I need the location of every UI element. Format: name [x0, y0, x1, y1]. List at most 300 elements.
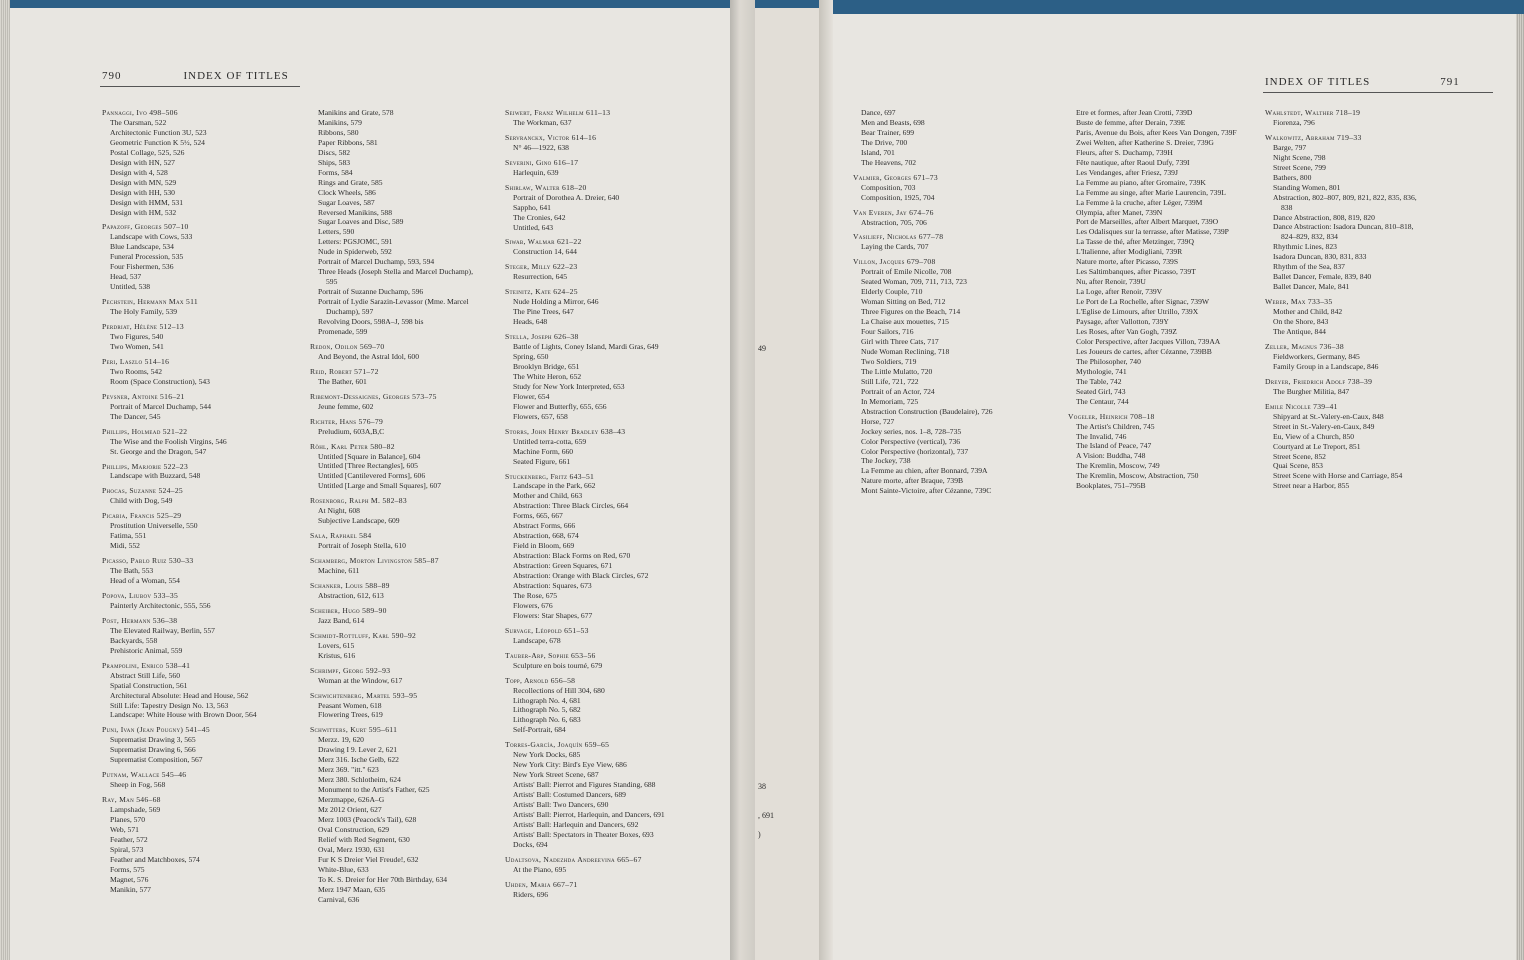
index-entry: [505, 626, 715, 646]
work-title: La Femme à la cruche, after Léger, 739M: [1076, 197, 1203, 207]
work-title: Suprematist Composition, 567: [110, 755, 203, 765]
work-title: L'Eglise de Limours, after Utrillo, 739X: [1076, 307, 1199, 317]
work-title: Preludium, 603A,B,C: [318, 426, 385, 436]
index-entry: [102, 462, 302, 482]
work-title: Seated Figure, 661: [513, 456, 571, 466]
work-title: Brooklyn Bridge, 651: [513, 361, 580, 371]
artist-heading: Topp, Arnold 656–58: [505, 675, 576, 685]
work-title: Flowers, 676: [513, 600, 553, 610]
work-title: Lovers, 615: [318, 640, 355, 650]
work-title: Paysage, after Vallotton, 739Y: [1076, 317, 1169, 327]
work-title: Relief with Red Segment, 630: [318, 834, 410, 844]
index-entry: [1265, 297, 1515, 337]
left-column-1: [102, 108, 302, 900]
work-title: Architectonic Function 3U, 523: [110, 127, 207, 137]
right-page-edges: [1516, 14, 1524, 960]
work-title: Painterly Architectonic, 555, 556: [110, 600, 211, 610]
right-column-3: [1265, 108, 1515, 496]
right-page: [833, 14, 1516, 960]
work-title: And Beyond, the Astral Idol, 600: [318, 351, 420, 361]
work-title: Jazz Band, 614: [318, 615, 365, 625]
left-page-number: 790: [102, 70, 122, 82]
work-title: Letters, 590: [318, 227, 355, 237]
work-title: The Workman, 637: [513, 117, 572, 127]
left-header-rule: [100, 86, 300, 87]
index-entry: [310, 108, 505, 337]
work-title: Dance Abstraction, 808, 819, 820: [1273, 212, 1375, 222]
work-title: Les Vendanges, after Friesz, 739J: [1076, 167, 1178, 177]
work-title: Merzz. 19, 620: [318, 735, 364, 745]
work-title: Family Group in a Landscape, 846: [1273, 361, 1379, 371]
artist-heading: Papazoff, Georges 507–10: [102, 222, 189, 232]
work-title: Abstraction: Black Forms on Red, 670: [513, 551, 631, 561]
work-title: Lithograph No. 4, 681: [513, 695, 581, 705]
work-title: The Holy Family, 539: [110, 307, 178, 317]
work-title: Reversed Manikins, 588: [318, 207, 393, 217]
work-title: Lampshade, 569: [110, 805, 161, 815]
work-title: Planes, 570: [110, 815, 146, 825]
work-title: Merz 369. "itt." 623: [318, 765, 379, 775]
work-title: Duchamp), 597: [326, 307, 374, 317]
work-title: Ships, 583: [318, 157, 351, 167]
work-title: Olympia, after Manet, 739N: [1076, 207, 1163, 217]
work-title: Portrait of Joseph Stella, 610: [318, 541, 406, 551]
index-entry: [310, 556, 505, 576]
work-title: Portrait of Suzanne Duchamp, 596: [318, 287, 424, 297]
work-title: Abstraction: Three Black Circles, 664: [513, 501, 629, 511]
work-title: Les Joueurs de cartes, after Cézanne, 739BB: [1076, 346, 1212, 356]
work-title: Funeral Procession, 535: [110, 252, 184, 262]
work-title: Dance Abstraction: Isadora Duncan, 810–818,: [1273, 222, 1414, 232]
work-title: Nature morte, after Picasso, 739S: [1076, 257, 1179, 267]
work-title: Woman Sitting on Bed, 712: [861, 297, 946, 307]
work-title: Flowers: Star Shapes, 677: [513, 610, 593, 620]
work-title: Port de Marseilles, after Albert Marquet, 739O: [1076, 217, 1219, 227]
work-title: Artists' Ball: Harlequin and Dancers, 692: [513, 819, 639, 829]
work-title: Four Sailors, 716: [861, 327, 914, 337]
index-entry: [102, 392, 302, 422]
work-title: Night Scene, 798: [1273, 152, 1326, 162]
artist-heading: Sala, Raphael 584: [310, 531, 372, 541]
work-title: Rhythm of the Sea, 837: [1273, 262, 1345, 272]
work-title: Street Scene, 799: [1273, 162, 1326, 172]
artist-heading: Pannaggi, Ivo 498–506: [102, 108, 178, 117]
index-entry: [1265, 342, 1515, 372]
work-title: On the Shore, 843: [1273, 317, 1329, 327]
work-title: The Rose, 675: [513, 590, 558, 600]
work-title: The Heavens, 702: [861, 157, 917, 167]
work-title: Landscape: White House with Brown Door, 564: [110, 710, 257, 720]
work-title: The Wise and the Foolish Virgins, 546: [110, 436, 227, 446]
artist-heading: Phillips, Holmead 521–22: [102, 426, 188, 436]
work-title: Midi, 552: [110, 541, 140, 551]
work-title: Spatial Construction, 561: [110, 680, 188, 690]
index-entry: [505, 237, 715, 257]
work-title: The Cronies, 642: [513, 212, 566, 222]
work-title: Spiral, 573: [110, 844, 144, 854]
work-title: Two Soldiers, 719: [861, 356, 917, 366]
artist-heading: Tauber-Arp, Sophie 653–56: [505, 650, 596, 660]
work-title: Still Life: Tapestry Design No. 13, 563: [110, 700, 229, 710]
work-title: Discs, 582: [318, 147, 351, 157]
index-entry: [102, 616, 302, 656]
work-title: Untitled, 538: [110, 282, 151, 292]
work-title: Mz 2012 Orient, 627: [318, 805, 382, 815]
artist-heading: Popova, Liubov 533–35: [102, 590, 179, 600]
right-column-2: [1068, 108, 1263, 496]
artist-heading: Pevsner, Antoine 516–21: [102, 391, 185, 401]
work-title: Geometric Function K 5½, 524: [110, 137, 205, 147]
index-entry: [102, 297, 302, 317]
work-title: Recollections of Hill 304, 680: [513, 685, 605, 695]
work-title: Merz 1947 Maan, 635: [318, 884, 386, 894]
index-entry: [853, 108, 1063, 168]
work-title: Artists' Ball: Pierrot and Figures Standing, 688: [513, 780, 656, 790]
work-title: Flower and Butterfly, 655, 656: [513, 401, 607, 411]
index-entry: [505, 332, 715, 422]
work-title: Standing Women, 801: [1273, 182, 1341, 192]
work-title: Paper Ribbons, 581: [318, 137, 378, 147]
work-title: Abstraction, 668, 674: [513, 531, 579, 541]
work-title: Harlequin, 639: [513, 167, 559, 177]
work-title: Docks, 694: [513, 839, 548, 849]
work-title: Untitled [Large and Small Squares], 607: [318, 481, 442, 491]
work-title: Design with HN, 527: [110, 157, 175, 167]
work-title: Untitled [Three Rectangles], 605: [318, 461, 418, 471]
work-title: Fête nautique, after Raoul Dufy, 739I: [1076, 157, 1190, 167]
work-title: Untitled terra-cotta, 659: [513, 436, 587, 446]
work-title: Forms, 575: [110, 864, 145, 874]
index-entry: [1265, 377, 1515, 397]
index-entry: [1265, 108, 1515, 128]
work-title: Artists' Ball: Two Dancers, 690: [513, 800, 609, 810]
artist-heading: Udaltsova, Nadezhda Andreevina 665–67: [505, 854, 642, 864]
work-title: Street Scene, 852: [1273, 451, 1326, 461]
work-title: Postal Collage, 525, 526: [110, 147, 185, 157]
work-title: At Night, 608: [318, 506, 360, 516]
work-title: Zwei Welten, after Katherine S. Dreier, 739G: [1076, 137, 1214, 147]
artist-heading: Emile Nicolle 739–41: [1265, 401, 1338, 411]
work-title: Flower, 654: [513, 391, 550, 401]
work-title: Island, 701: [861, 147, 895, 157]
work-title: At the Piano, 695: [513, 864, 567, 874]
artist-heading: Siwab, Walmar 621–22: [505, 237, 582, 247]
work-title: Peasant Women, 618: [318, 700, 382, 710]
artist-heading: Van Everen, Jay 674–76: [853, 207, 934, 217]
work-title: Self-Portrait, 684: [513, 725, 566, 735]
work-title: Carnival, 636: [318, 894, 360, 904]
index-entry: [102, 322, 302, 352]
index-entry: [310, 666, 505, 686]
artist-heading: Walkowitz, Abraham 719–33: [1265, 132, 1362, 142]
index-entry: [310, 392, 505, 412]
artist-heading: Wahlstedt, Walther 718–19: [1265, 108, 1361, 117]
index-entry: [102, 486, 302, 506]
work-title: Design with MN, 529: [110, 177, 177, 187]
work-title: Lithograph No. 6, 683: [513, 715, 581, 725]
fragment-text: , 691: [758, 811, 774, 820]
work-title: Abstract Forms, 666: [513, 521, 576, 531]
work-title: Portrait of Dorothea A. Dreier, 640: [513, 192, 620, 202]
index-entry: [102, 357, 302, 387]
artist-heading: Redon, Odilon 569–70: [310, 341, 385, 351]
artist-heading: Zeller, Magnus 736–38: [1265, 341, 1344, 351]
artist-heading: Picabia, Francis 525–29: [102, 511, 182, 521]
index-entry: [505, 472, 715, 621]
fragment-text: 38: [758, 782, 766, 791]
artist-heading: Schwitters, Kurt 595–611: [310, 725, 398, 735]
work-title: Spring, 650: [513, 352, 549, 362]
work-title: Subjective Landscape, 609: [318, 516, 400, 526]
artist-heading: Post, Hermann 536–38: [102, 615, 178, 625]
index-entry: [505, 676, 715, 736]
work-title: The Kremlin, Moscow, Abstraction, 750: [1076, 471, 1199, 481]
artist-heading: Peri, Laszlo 514–16: [102, 356, 170, 366]
artist-heading: Steger, Milly 622–23: [505, 262, 578, 272]
work-title: Two Figures, 540: [110, 332, 164, 342]
work-title: Bathers, 800: [1273, 172, 1312, 182]
work-title: Flowers, 657, 658: [513, 411, 568, 421]
work-title: Machine, 611: [318, 566, 360, 576]
work-title: L'Italienne, after Modigliani, 739R: [1076, 247, 1183, 257]
artist-heading: Shirlaw, Walter 618–20: [505, 182, 587, 192]
work-title: Jockey series, nos. 1–8, 728–735: [861, 426, 962, 436]
work-title: Street in St.-Valery-en-Caux, 849: [1273, 421, 1375, 431]
work-title: Magnet, 576: [110, 874, 149, 884]
index-entry: [310, 417, 505, 437]
index-entry: [102, 725, 302, 765]
work-title: Etre et formes, after Jean Crotti, 739D: [1076, 108, 1193, 117]
index-entry: [102, 222, 302, 292]
work-title: The Centaur, 744: [1076, 396, 1129, 406]
work-title: Construction 14, 644: [513, 247, 577, 257]
work-title: Landscape, 678: [513, 635, 561, 645]
work-title: Three Heads (Joseph Stella and Marcel Duchamp),: [318, 267, 473, 277]
index-entry: [853, 208, 1063, 228]
work-title: The Table, 742: [1076, 376, 1122, 386]
work-title: Nature morte, after Braque, 739B: [861, 476, 964, 486]
work-title: Manikins, 579: [318, 117, 362, 127]
work-title: Courtyard at Le Treport, 851: [1273, 441, 1361, 451]
right-column-1: [853, 108, 1063, 501]
index-entry: [1265, 402, 1515, 492]
work-title: Quai Scene, 853: [1273, 461, 1323, 471]
work-title: New York Street Scene, 687: [513, 770, 599, 780]
work-title: To K. S. Dreier for Her 70th Birthday, 634: [318, 874, 448, 884]
work-title: Fatima, 551: [110, 531, 147, 541]
work-title: La Chaise aux mouettes, 715: [861, 317, 949, 327]
artist-heading: Vogeler, Heinrich 708–18: [1068, 411, 1155, 421]
work-title: Design with 4, 528: [110, 167, 168, 177]
work-title: Lithograph No. 5, 682: [513, 705, 581, 715]
index-entry: [853, 173, 1063, 203]
work-title: Web, 571: [110, 825, 139, 834]
work-title: Untitled [Square in Balance], 604: [318, 451, 421, 461]
index-entry: [310, 581, 505, 601]
artist-heading: Richter, Hans 576–79: [310, 416, 384, 426]
work-title: 838: [1281, 202, 1293, 212]
work-title: Color Perspective (horizontal), 737: [861, 446, 969, 456]
work-title: Three Figures on the Beach, 714: [861, 307, 961, 317]
work-title: The Invalid, 746: [1076, 431, 1127, 441]
work-title: Child with Dog, 549: [110, 496, 173, 506]
index-entry: [853, 257, 1063, 496]
work-title: Mother and Child, 663: [513, 491, 583, 501]
work-title: Letters: PGSJOMC, 591: [318, 237, 393, 247]
work-title: Color Perspective (vertical), 736: [861, 436, 961, 446]
work-title: Buste de femme, after Derain, 739E: [1076, 117, 1186, 127]
artist-heading: Schanker, Louis 588–89: [310, 580, 390, 590]
work-title: The Bather, 601: [318, 376, 367, 386]
work-title: Room (Space Construction), 543: [110, 376, 210, 386]
work-title: Eu, View of a Church, 850: [1273, 431, 1355, 441]
work-title: La Femme au singe, after Marie Laurencin, 739L: [1076, 187, 1226, 197]
work-title: Dance, 697: [861, 108, 896, 117]
work-title: Les Saltimbanques, after Picasso, 739T: [1076, 267, 1196, 277]
work-title: Head, 537: [110, 272, 142, 282]
index-entry: [310, 606, 505, 626]
index-entry: [310, 691, 505, 721]
artist-heading: Ray, Man 546–68: [102, 795, 161, 805]
index-entry: [505, 740, 715, 849]
work-title: Bear Trainer, 699: [861, 127, 915, 137]
left-page: [10, 8, 730, 960]
work-title: Feather, 572: [110, 834, 148, 844]
index-entry: [1068, 412, 1263, 492]
work-title: Riders, 696: [513, 889, 549, 899]
index-entry: [310, 531, 505, 551]
work-title: Four Fishermen, 536: [110, 262, 174, 272]
work-title: Bookplates, 751–795B: [1076, 481, 1146, 491]
artist-heading: Phillips, Marjorie 522–23: [102, 461, 189, 471]
artist-heading: Weber, Max 733–35: [1265, 297, 1333, 307]
work-title: Ballet Dancer, Male, 841: [1273, 282, 1350, 292]
work-title: Seated Woman, 709, 711, 713, 723: [861, 277, 967, 287]
work-title: Portrait of Lydie Sarazin-Levassor (Mme. Marcel: [318, 297, 469, 307]
index-entry: [102, 511, 302, 551]
index-entry: [505, 183, 715, 233]
work-title: Merz 380. Schlotheim, 624: [318, 775, 401, 785]
work-title: The Little Mulatto, 720: [861, 366, 933, 376]
work-title: Mother and Child, 842: [1273, 307, 1343, 317]
work-title: Isadora Duncan, 830, 831, 833: [1273, 252, 1367, 262]
left-column-3: [505, 108, 715, 905]
artist-heading: Reid, Robert 571–72: [310, 366, 379, 376]
work-title: Laying the Cards, 707: [861, 242, 929, 252]
work-title: Drawing I 9. Lever 2, 621: [318, 745, 398, 755]
work-title: Sappho, 641: [513, 202, 551, 212]
work-title: The Artist's Children, 745: [1076, 421, 1155, 431]
artist-heading: Schwichtenberg, Martel 593–95: [310, 690, 418, 700]
index-entry: [505, 880, 715, 900]
work-title: Merz 1003 (Peacock's Tail), 628: [318, 815, 417, 824]
work-title: Portrait of an Actor, 724: [861, 386, 935, 396]
left-page-edges: [0, 0, 10, 960]
index-entry: [505, 651, 715, 671]
index-entry: [102, 770, 302, 790]
work-title: Nude Holding a Mirror, 646: [513, 297, 599, 307]
work-title: Sculpture en bois tourné, 679: [513, 660, 603, 670]
index-entry: [102, 556, 302, 586]
artist-heading: Rosenborg, Ralph M. 582–83: [310, 496, 407, 506]
work-title: Street Scene with Horse and Carriage, 854: [1273, 471, 1403, 481]
work-title: Untitled, 643: [513, 222, 554, 232]
work-title: Machine Form, 660: [513, 446, 574, 456]
work-title: The White Heron, 652: [513, 371, 582, 381]
artist-heading: Schamberg, Morton Livingston 585–87: [310, 556, 439, 566]
work-title: Study for New York Interpreted, 653: [513, 381, 625, 391]
work-title: The Antique, 844: [1273, 327, 1326, 337]
work-title: Nu, after Renoir, 739U: [1076, 277, 1146, 287]
index-entry: [505, 108, 715, 128]
work-title: Resurrection, 645: [513, 272, 567, 282]
work-title: Abstraction: Squares, 673: [513, 580, 592, 590]
index-entry: [853, 232, 1063, 252]
work-title: Les Roses, after Van Gogh, 739Z: [1076, 326, 1177, 336]
work-title: Two Women, 541: [110, 341, 164, 351]
work-title: Design with HMM, 531: [110, 197, 183, 207]
artist-heading: Torres-García, Joaquín 659–65: [505, 740, 610, 750]
index-entry: [505, 133, 715, 153]
artist-heading: Phocas, Suzanne 524–25: [102, 486, 184, 496]
work-title: Abstraction Construction (Baudelaire), 726: [861, 406, 993, 416]
work-title: Ribbons, 580: [318, 127, 359, 137]
work-title: The Island of Peace, 747: [1076, 441, 1152, 451]
work-title: Woman at the Window, 617: [318, 675, 403, 685]
artist-heading: Schrimpf, Georg 592–93: [310, 665, 391, 675]
artist-heading: Perdriat, Hélène 512–13: [102, 322, 185, 332]
index-entry: [1265, 133, 1515, 292]
work-title: The Burgher Militia, 847: [1273, 386, 1350, 396]
work-title: Abstraction, 612, 613: [318, 590, 384, 600]
index-entry: [505, 287, 715, 327]
work-title: The Bath, 553: [110, 566, 154, 576]
work-title: The Pine Trees, 647: [513, 307, 574, 317]
work-title: Abstract Still Life, 560: [110, 670, 181, 680]
work-title: St. George and the Dragon, 547: [110, 446, 207, 456]
work-title: Les Odalisques sur la terrasse, after Matisse, 739P: [1076, 227, 1229, 237]
index-entry: [102, 108, 302, 217]
left-column-2: [310, 108, 505, 910]
work-title: Abstraction, 802–807, 809, 821, 822, 835, 836,: [1273, 192, 1417, 202]
index-entry: [102, 591, 302, 611]
index-entry: [310, 442, 505, 492]
work-title: Backyards, 558: [110, 635, 158, 645]
work-title: Fleurs, after S. Duchamp, 739H: [1076, 147, 1173, 157]
index-entry: [505, 855, 715, 875]
work-title: Landscape in the Park, 662: [513, 481, 596, 491]
book-gutter-right: [819, 0, 833, 960]
work-title: Jeune femme, 602: [318, 401, 374, 411]
work-title: Shipyard at St.-Valery-en-Caux, 848: [1273, 411, 1384, 421]
artist-heading: Servranckx, Victor 614–16: [505, 132, 597, 142]
artist-heading: Putnam, Wallace 545–46: [102, 770, 187, 780]
work-title: Design with HH, 530: [110, 187, 175, 197]
work-title: Composition, 1925, 704: [861, 192, 935, 202]
work-title: Street near a Harbor, 855: [1273, 481, 1350, 491]
work-title: Feather and Matchboxes, 574: [110, 854, 200, 864]
work-title: The Dancer, 545: [110, 411, 161, 421]
work-title: Portrait of Marcel Duchamp, 544: [110, 401, 212, 411]
index-entry: [505, 158, 715, 178]
work-title: Portrait of Marcel Duchamp, 593, 594: [318, 257, 435, 267]
work-title: La Tasse de thé, after Metzinger, 739Q: [1076, 237, 1194, 247]
work-title: New York City: Bird's Eye View, 686: [513, 760, 627, 770]
work-title: Paris, Avenue du Bois, after Kees Van Dongen, 739F: [1076, 127, 1237, 137]
work-title: Forms, 665, 667: [513, 511, 563, 521]
work-title: Mythologie, 741: [1076, 366, 1127, 376]
work-title: Portrait of Emile Nicolle, 708: [861, 267, 952, 277]
